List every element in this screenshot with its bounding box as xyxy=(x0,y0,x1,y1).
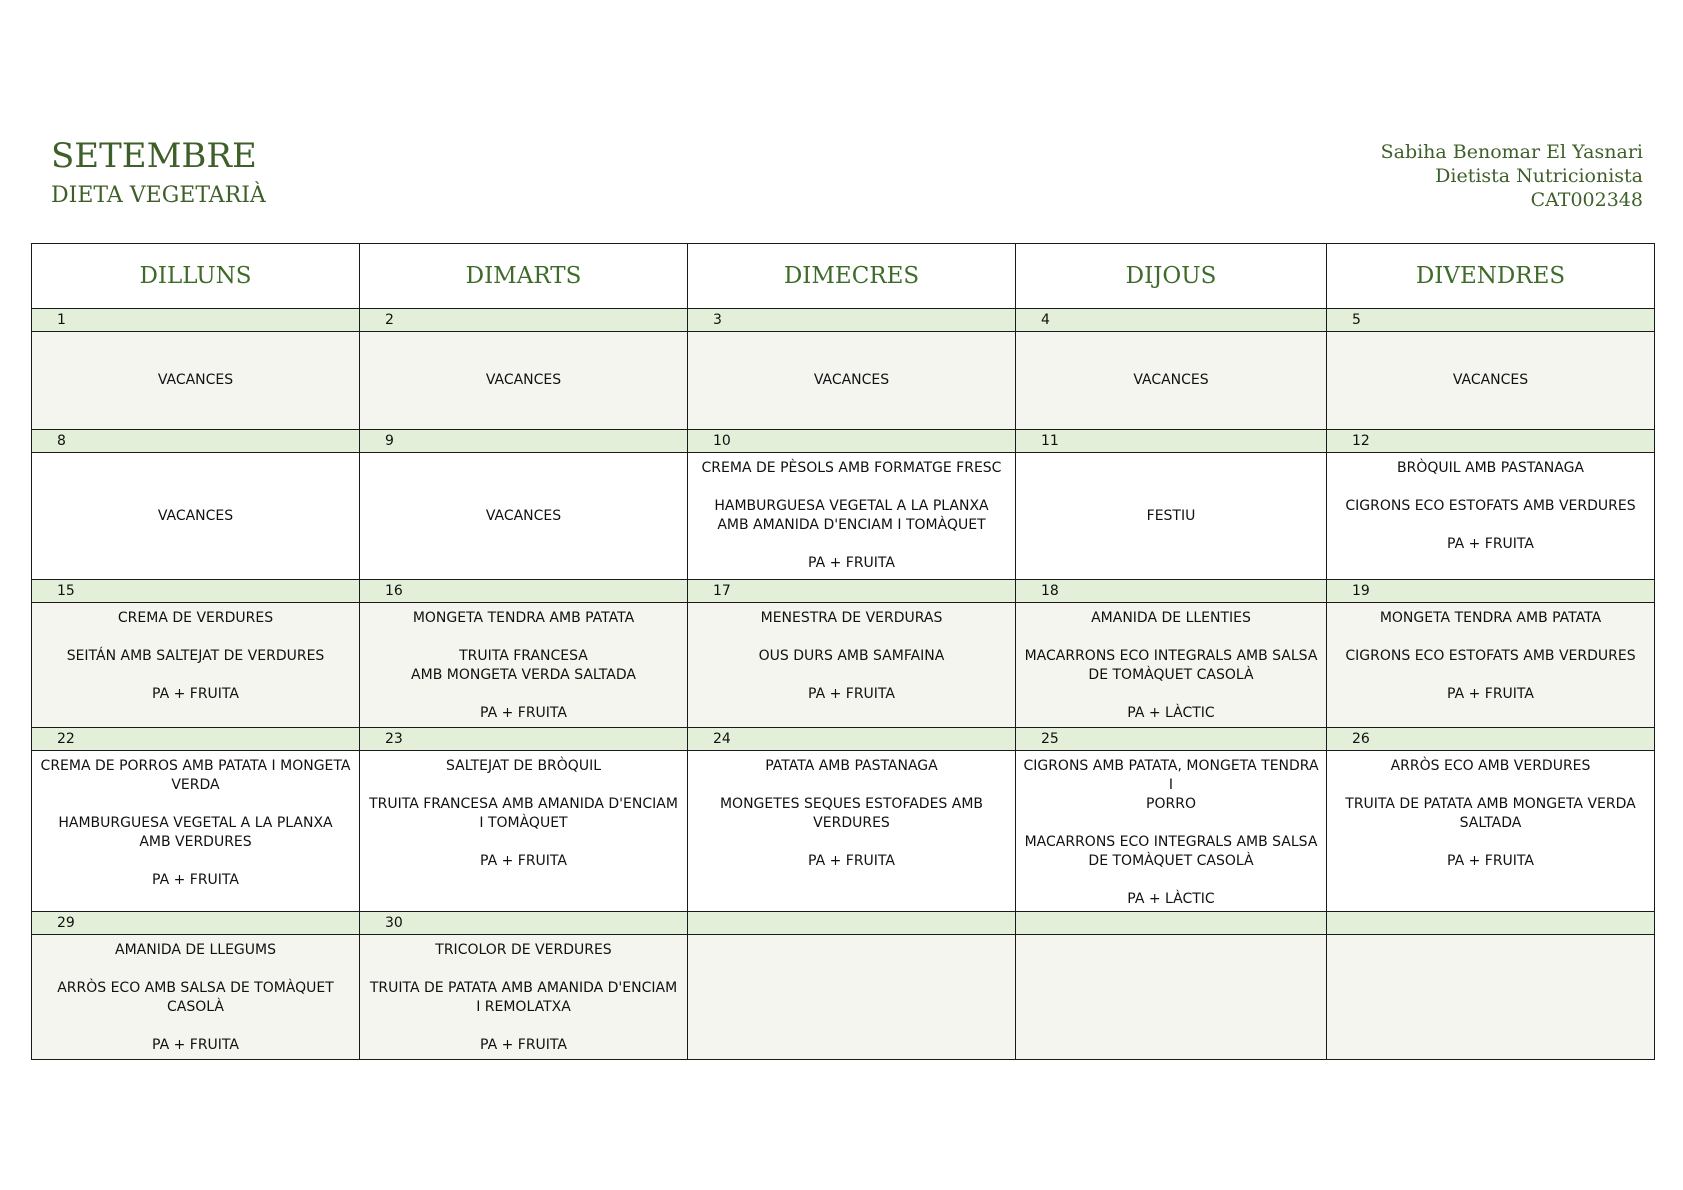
menu-cell xyxy=(1327,935,1655,1060)
menu-cell xyxy=(688,751,1016,912)
menu-text: CREMA DE PÈSOLS AMB FORMATGE FRESC HAMBURGUESA VEGETAL A LA PLANXA AMB AMANIDA D'ENCIAM I TOMÀQUET PA + FRUITA xyxy=(701,460,1002,571)
menu-text: MENESTRA DE VERDURAS OUS DURS AMB SAMFAINA PA + FRUITA xyxy=(758,610,945,702)
weekday-friday: DIVENDRES xyxy=(1327,244,1655,309)
date-number: 25 xyxy=(1016,728,1327,751)
menu-cell xyxy=(32,453,360,580)
menu-cell xyxy=(1016,603,1327,728)
date-number: 18 xyxy=(1016,580,1327,603)
menu-text: MONGETA TENDRA AMB PATATA TRUITA FRANCESA AMB MONGETA VERDA SALTADA PA + FRUITA xyxy=(411,610,636,721)
title-block xyxy=(51,136,266,210)
date-number-row xyxy=(32,580,1655,603)
date-number: 23 xyxy=(360,728,688,751)
menu-calendar xyxy=(31,243,1655,1060)
date-number: 29 xyxy=(32,912,360,935)
weekday-wednesday: DIMECRES xyxy=(688,244,1016,309)
menu-cell xyxy=(1016,332,1327,430)
menu-cell xyxy=(360,453,688,580)
menu-text: CIGRONS AMB PATATA, MONGETA TENDRA I PORRO MACARRONS ECO INTEGRALS AMB SALSA DE TOMÀQUET CASOLÀ PA + LÀCTIC xyxy=(1023,758,1319,907)
date-number: 17 xyxy=(688,580,1016,603)
date-number: 26 xyxy=(1327,728,1655,751)
date-number xyxy=(688,912,1016,935)
calendar-body xyxy=(32,309,1655,1060)
date-number xyxy=(1327,912,1655,935)
menu-cell xyxy=(1327,332,1655,430)
menu-text: VACANCES xyxy=(813,372,890,388)
menu-text: MONGETA TENDRA AMB PATATA CIGRONS ECO ESTOFATS AMB VERDURES PA + FRUITA xyxy=(1345,610,1636,702)
date-number-row xyxy=(32,430,1655,453)
menu-row xyxy=(32,935,1655,1060)
menu-text: PATATA AMB PASTANAGA MONGETES SEQUES ESTOFADES AMB VERDURES PA + FRUITA xyxy=(719,758,984,869)
menu-cell xyxy=(688,603,1016,728)
date-number: 9 xyxy=(360,430,688,453)
date-number: 24 xyxy=(688,728,1016,751)
weekday-monday: DILLUNS xyxy=(32,244,360,309)
date-number: 30 xyxy=(360,912,688,935)
date-number-row xyxy=(32,912,1655,935)
menu-cell xyxy=(32,603,360,728)
menu-text: VACANCES xyxy=(157,507,234,524)
menu-text: VACANCES xyxy=(1452,372,1529,388)
menu-row xyxy=(32,603,1655,728)
menu-cell xyxy=(688,332,1016,430)
menu-cell xyxy=(1327,453,1655,580)
date-number: 19 xyxy=(1327,580,1655,603)
menu-cell xyxy=(32,751,360,912)
menu-text: FESTIU xyxy=(1146,507,1196,524)
menu-cell xyxy=(32,935,360,1060)
date-number xyxy=(1016,912,1327,935)
menu-cell xyxy=(360,935,688,1060)
weekday-header-row xyxy=(32,244,1655,309)
menu-text xyxy=(692,941,1011,960)
menu-cell xyxy=(1327,603,1655,728)
date-number-row xyxy=(32,309,1655,332)
author-block xyxy=(1381,140,1643,212)
author-role: Dietista Nutricionista xyxy=(1435,165,1643,187)
menu-cell xyxy=(32,332,360,430)
menu-cell xyxy=(688,935,1016,1060)
menu-cell xyxy=(1016,751,1327,912)
date-number: 4 xyxy=(1016,309,1327,332)
menu-cell xyxy=(688,453,1016,580)
menu-text: CREMA DE VERDURES SEITÁN AMB SALTEJAT DE VERDURES PA + FRUITA xyxy=(66,610,325,702)
menu-row xyxy=(32,453,1655,580)
menu-cell xyxy=(360,751,688,912)
menu-cell xyxy=(1327,751,1655,912)
date-number: 10 xyxy=(688,430,1016,453)
menu-text: VACANCES xyxy=(157,372,234,388)
page-title: SETEMBRE xyxy=(51,136,257,176)
date-number: 16 xyxy=(360,580,688,603)
menu-text: CREMA DE PORROS AMB PATATA I MONGETA VERDA HAMBURGUESA VEGETAL A LA PLANXA AMB VERDURES PA + FRUITA xyxy=(40,758,351,888)
author-name: Sabiha Benomar El Yasnari xyxy=(1380,141,1643,163)
author-license: CAT002348 xyxy=(1530,189,1643,211)
menu-text xyxy=(1020,941,1322,960)
menu-text: VACANCES xyxy=(485,507,562,524)
date-number: 5 xyxy=(1327,309,1655,332)
menu-cell xyxy=(360,603,688,728)
date-number: 8 xyxy=(32,430,360,453)
menu-cell xyxy=(1016,453,1327,580)
date-number: 15 xyxy=(32,580,360,603)
menu-text: AMANIDA DE LLENTIES MACARRONS ECO INTEGRALS AMB SALSA DE TOMÀQUET CASOLÀ PA + LÀCTIC xyxy=(1024,610,1318,721)
date-number: 12 xyxy=(1327,430,1655,453)
menu-cell xyxy=(360,332,688,430)
page-subtitle: DIETA VEGETARIÀ xyxy=(51,183,266,208)
date-number: 11 xyxy=(1016,430,1327,453)
menu-cell xyxy=(1016,935,1327,1060)
weekday-tuesday: DIMARTS xyxy=(360,244,688,309)
menu-text: SALTEJAT DE BRÒQUIL TRUITA FRANCESA AMB AMANIDA D'ENCIAM I TOMÀQUET PA + FRUITA xyxy=(369,758,678,869)
menu-text: TRICOLOR DE VERDURES TRUITA DE PATATA AMB AMANIDA D'ENCIAM I REMOLATXA PA + FRUITA xyxy=(369,942,678,1053)
menu-text: BRÒQUIL AMB PASTANAGA CIGRONS ECO ESTOFATS AMB VERDURES PA + FRUITA xyxy=(1345,460,1636,552)
date-number: 1 xyxy=(32,309,360,332)
menu-text: ARRÒS ECO AMB VERDURES TRUITA DE PATATA AMB MONGETA VERDA SALTADA PA + FRUITA xyxy=(1345,758,1636,869)
date-number: 22 xyxy=(32,728,360,751)
date-number: 2 xyxy=(360,309,688,332)
date-number-row xyxy=(32,728,1655,751)
menu-text xyxy=(1331,941,1650,960)
menu-text: VACANCES xyxy=(485,372,562,388)
weekday-thursday: DIJOUS xyxy=(1016,244,1327,309)
menu-row xyxy=(32,332,1655,430)
date-number: 3 xyxy=(688,309,1016,332)
menu-text: VACANCES xyxy=(1133,372,1209,388)
menu-text: AMANIDA DE LLEGUMS ARRÒS ECO AMB SALSA DE TOMÀQUET CASOLÀ PA + FRUITA xyxy=(57,942,334,1053)
menu-row xyxy=(32,751,1655,912)
